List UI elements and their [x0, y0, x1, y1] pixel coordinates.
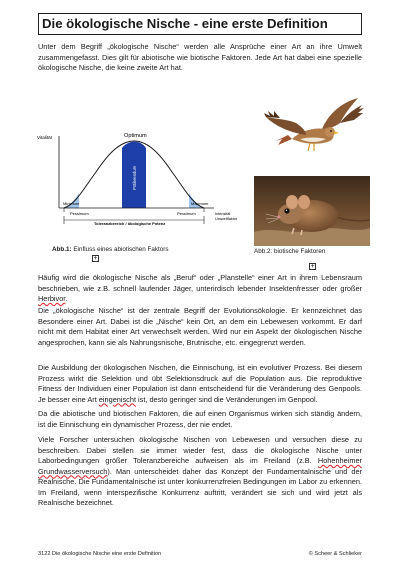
paragraph-3: Die Ausbildung der ökologischen Nischen, die Einnischung, ist ein evolutiver Prozess. Bei diesem Prozess wirkt die Selektion und übt Selektionsdruck auf die Population aus. Die reproduktive Fitness der Individuen einer Population ist dann entscheidend für die Veränderung des Genpools. Je besser eine Art eingenischt ist, desto geringer sind die Veränderungen im Genpool. [38, 363, 362, 404]
figure2-expand-icon[interactable]: + [310, 263, 315, 270]
factor-label-line1: Intensität [215, 212, 231, 216]
preferendum-label: Präferendum [132, 165, 137, 190]
paragraph-1: Häufig wird die ökologische Nische als „Beruf“ oder „Planstelle“ einer Art in ihrem Lebensraum beschrieben, wie z.B. schnell laufender Jäger, unterirdisch lebender Insektenfresser oder großer Herbivor. [38, 273, 362, 303]
hawk-image [262, 93, 372, 171]
paragraph-5: Viele Forscher untersuchen ökologische Nischen von Lebewesen und versuchen diese zu beschreiben. Dabei stellen sie immer wieder fest, dass die ökologische Nische unter Laborbedingungen größer Toleranzbereiche aufweisen als im Freiland (z.B. Hohenheimer Grundwasserversuch). Man unterscheidet daher das Konzept der Fundamentalnische und der Realnische. Die Fundamentalnische ist unter konkurrenzfreien Bedingungen im Labor zu erkennen. Im Freiland, wenn interspezifische Konkurrenz auftritt, verändert sie sich und wird jetzt als Realnische bezeichnet. [38, 435, 362, 507]
factor-label-line2: Umweltfaktor [215, 217, 238, 221]
minimum-label: Minimum [63, 201, 80, 206]
vitality-label: Vitalität [37, 135, 52, 140]
mouse-image [254, 176, 370, 246]
figure1-expand-icon[interactable]: + [93, 255, 98, 262]
page-title: Die ökologische Nische - eine erste Definition [38, 13, 362, 35]
figure2-caption: Abb.2: biotische Faktoren [254, 248, 326, 255]
maximum-label: Maximum [191, 201, 209, 206]
footer-left: 3122 Die ökologische Nische eine erste Definition [38, 551, 162, 557]
pessimum-left-label: Pessimum [70, 211, 89, 216]
tolerance-curve-figure [36, 128, 258, 240]
optimum-label: Optimum [124, 133, 147, 139]
paragraph-2: Die „ökologische Nische“ ist der zentrale Begriff der Evolutionsökologie. Er kennzeichnet das Besondere einer Art. Dabei ist die „Nische“ kein Ort, an dem ein Lebewesen vorkommt. Er darf nicht mit dem Habitat einer Art verwechselt werden. Wird nur ein Aspekt der ökologischen Nische angesprochen, kann sie als Nahrungsnische, Brutnische, etc. eingegrenzt werden. [38, 306, 362, 347]
pessimum-right-label: Pessimum [177, 211, 196, 216]
footer-right: © Scheer & Schlieker [308, 551, 362, 557]
paragraph-4: Da die abiotische und biotischen Faktoren, die auf einen Organismus wirken sich ständig ändern, ist die Einnischung ein dynamischer Prozess, der nie endet. [38, 409, 362, 429]
intro-paragraph: Unter dem Begriff „ökologische Nische“ werden alle Ansprüche einer Art an ihre Umwelt zusammengefasst. Dies gilt für abiotische wie biotische Faktoren. Jede Art hat dabei eine spezielle ökologische Nische, die keine zweite Art hat. [38, 42, 362, 72]
figure1-caption: Abb.1: Einfluss eines abiotischen Faktors [52, 246, 169, 253]
tolerance-label: Toleranzbereich / ökologische Potenz [94, 221, 166, 226]
